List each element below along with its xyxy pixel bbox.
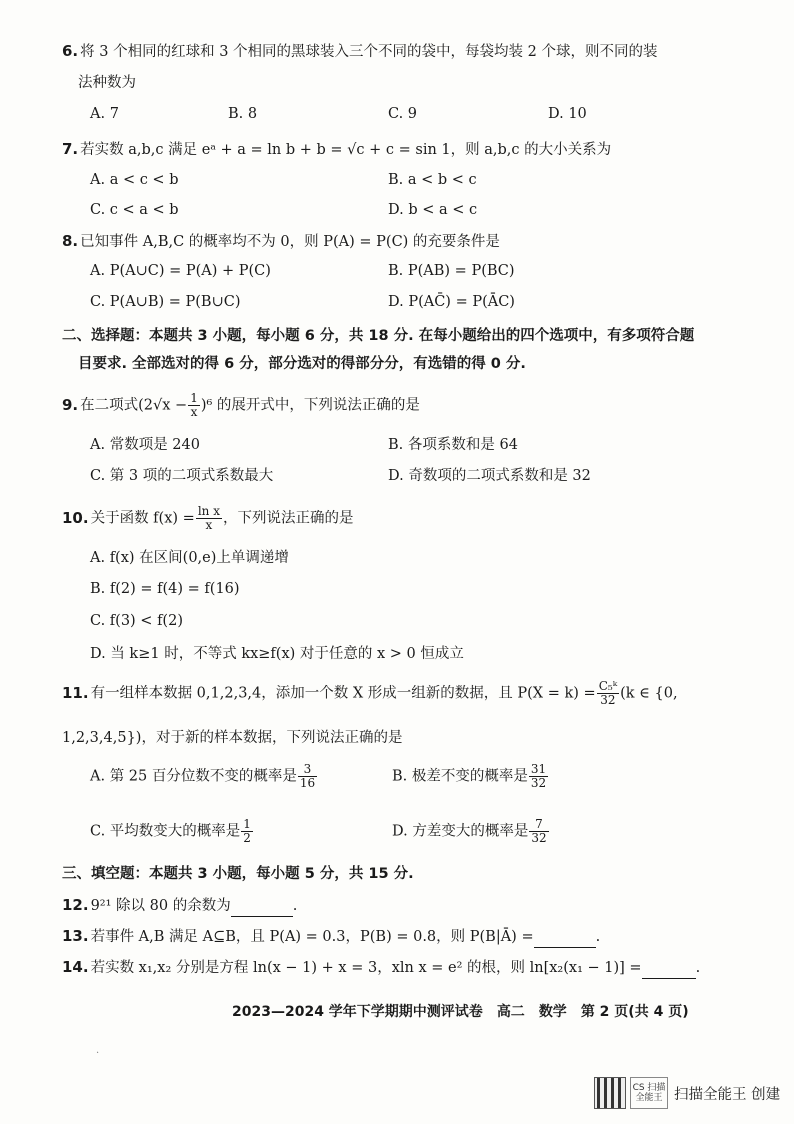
- question-text-post: ，下列说法正确的是: [222, 510, 354, 527]
- question-number: 13.: [62, 927, 89, 945]
- question-9: [62, 392, 722, 419]
- fraction: [196, 505, 222, 532]
- question-number: 7.: [62, 140, 79, 158]
- fraction-numerator: C₅ᵏ: [598, 679, 618, 693]
- question-number: 11.: [62, 683, 89, 702]
- question-8: [62, 230, 722, 253]
- option-b: B. a < b < c: [388, 172, 477, 188]
- scanner-watermark: [594, 1076, 780, 1110]
- question-text: 已知事件 A,B,C 的概率均不为 0，则 P(A) = P(C) 的充要条件是: [80, 234, 500, 250]
- option-c: C. f(3) < f(2): [90, 613, 183, 629]
- fraction-numerator: 7: [529, 818, 548, 832]
- subject-label: 数学: [538, 1004, 567, 1020]
- question-text: 9²¹ 除以 80 的余数为: [90, 898, 231, 914]
- fraction-denominator: x: [190, 405, 198, 419]
- option-b: B. 8: [228, 106, 258, 122]
- section-2-heading: 二、选择题：本题共 3 小题，每小题 6 分，共 18 分. 在每小题给出的四个选项中，有多项符合题: [62, 328, 695, 344]
- option-a: [90, 763, 318, 790]
- period: .: [292, 898, 298, 914]
- period: .: [695, 960, 701, 976]
- page-footer: [232, 1000, 703, 1024]
- fraction-denominator: 16: [299, 776, 316, 790]
- option-b: B. 各项系数和是 64: [388, 437, 518, 453]
- question-number: 9.: [62, 395, 79, 414]
- fraction-denominator: 32: [531, 831, 547, 845]
- question-number: 12.: [62, 896, 89, 914]
- option-a: A. 常数项是 240: [90, 437, 200, 453]
- option-c: [90, 818, 254, 845]
- section-3-heading: 三、填空题：本题共 3 小题，每小题 5 分，共 15 分.: [62, 866, 414, 882]
- answer-blank[interactable]: [231, 902, 293, 917]
- option-d: D. b < a < c: [388, 202, 478, 218]
- fraction-denominator: 32: [600, 693, 616, 707]
- question-text: 若实数 x₁,x₂ 分别是方程 ln(x − 1) + x = 3，xln x = e² 的根，则 ln[x₂(x₁ − 1)] =: [90, 960, 642, 976]
- option-d: D. 奇数项的二项式系数和是 32: [388, 468, 591, 484]
- option-b-text: B. 极差不变的概率是: [392, 768, 528, 785]
- question-10: [62, 505, 722, 532]
- option-a: A. f(x) 在区间(0,e)上单调递增: [90, 550, 289, 566]
- question-text: 将 3 个相同的红球和 3 个相同的黑球装入三个不同的袋中，每袋均装 2 个球，则不同的装: [80, 44, 658, 60]
- fraction-numerator: 31: [530, 762, 547, 776]
- option-a: A. P(A∪C) = P(A) + P(C): [90, 263, 271, 279]
- option-a: A. 7: [90, 106, 119, 122]
- page-number: 第 2 页(共 4 页): [580, 1004, 689, 1020]
- fraction-numerator: 1: [243, 817, 251, 831]
- question-text-pre: 在二项式(2√x −: [80, 397, 188, 414]
- fraction: [188, 392, 200, 419]
- section-2-heading-line2: 目要求. 全部选对的得 6 分，部分选对的得部分分，有选错的得 0 分.: [78, 356, 526, 372]
- question-text-post: (k ∈ {0,: [620, 685, 678, 702]
- option-b: B. P(AB) = P(BC): [388, 263, 515, 279]
- option-c: C. P(A∪B) = P(B∪C): [90, 294, 241, 310]
- option-b: B. f(2) = f(4) = f(16): [90, 581, 240, 597]
- question-14: [62, 956, 772, 979]
- question-number: 6.: [62, 42, 79, 60]
- question-text-pre: 关于函数 f(x) =: [90, 510, 195, 527]
- question-number: 14.: [62, 958, 89, 976]
- option-c: C. c < a < b: [90, 202, 179, 218]
- fraction-denominator: 32: [530, 776, 547, 790]
- option-d: [392, 818, 550, 845]
- question-11: [62, 680, 762, 707]
- question-7: [62, 138, 722, 161]
- question-11-line2: 1,2,3,4,5})，对于新的样本数据，下列说法正确的是: [62, 730, 403, 746]
- option-c: C. 9: [388, 106, 418, 122]
- fraction-denominator: x: [205, 518, 213, 532]
- option-d: D. P(AC̄) = P(ĀC): [388, 294, 515, 310]
- period: .: [595, 929, 601, 945]
- fraction: [298, 763, 317, 790]
- question-6: [62, 40, 722, 63]
- qr-code-icon: [594, 1077, 626, 1109]
- fraction: [241, 818, 253, 845]
- option-d: D. 10: [548, 106, 587, 122]
- camscanner-logo: CS 扫描全能王: [630, 1077, 668, 1109]
- scan-speck: ·: [96, 1048, 100, 1059]
- option-c: C. 第 3 项的二项式系数最大: [90, 468, 274, 484]
- fraction-numerator: 3: [298, 763, 317, 777]
- question-number: 10.: [62, 508, 89, 527]
- option-a: A. a < c < b: [90, 172, 179, 188]
- fraction-numerator: 1: [190, 391, 198, 405]
- option-a-text: A. 第 25 百分位数不变的概率是: [90, 768, 297, 785]
- scanner-text: 扫描全能王 创建: [674, 1086, 781, 1103]
- question-text: 若事件 A,B 满足 A⊆B，且 P(A) = 0.3，P(B) = 0.8，则 P(B|Ā) =: [90, 929, 534, 945]
- fraction-denominator: 2: [243, 831, 251, 845]
- question-text-pre: 有一组样本数据 0,1,2,3,4，添加一个数 X 形成一组新的数据，且 P(X = k) =: [90, 685, 596, 702]
- answer-blank[interactable]: [642, 964, 696, 979]
- question-text: 若实数 a,b,c 满足 eᵃ + a = ln b + b = √c + c = sin 1，则 a,b,c 的大小关系为: [80, 142, 612, 158]
- option-c-text: C. 平均数变大的概率是: [90, 823, 241, 840]
- option-b: [392, 763, 549, 790]
- fraction: [597, 680, 619, 707]
- fraction: [529, 763, 548, 790]
- fraction-numerator: ln x: [197, 504, 220, 518]
- question-6-line2: 法种数为: [78, 75, 136, 91]
- question-text-post: )⁶ 的展开式中，下列说法正确的是: [200, 397, 420, 414]
- question-13: [62, 925, 762, 948]
- exam-title: 2023—2024 学年下学期期中测评试卷: [232, 1004, 483, 1020]
- option-d-text: D. 方差变大的概率是: [392, 823, 529, 840]
- grade-label: 高二: [496, 1004, 525, 1020]
- question-12: [62, 894, 722, 917]
- fraction: [529, 818, 548, 845]
- question-number: 8.: [62, 232, 79, 250]
- option-d: D. 当 k≥1 时，不等式 kx≥f(x) 对于任意的 x > 0 恒成立: [90, 646, 464, 662]
- answer-blank[interactable]: [534, 933, 596, 948]
